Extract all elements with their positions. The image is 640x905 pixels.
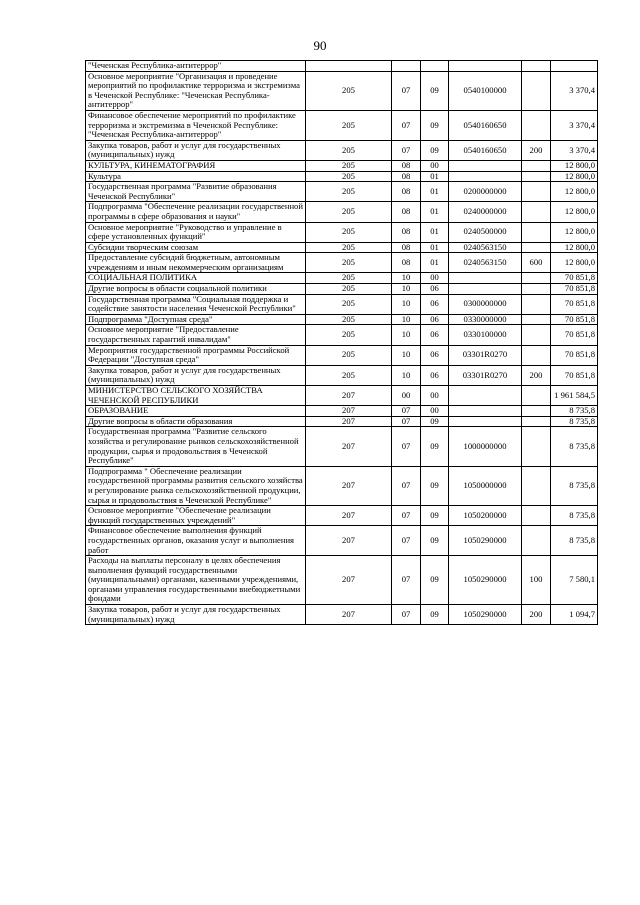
ministry-code: 205: [306, 345, 392, 365]
section-code: 08: [392, 222, 421, 242]
section-code: 07: [392, 466, 421, 505]
subsection-code: 09: [421, 556, 449, 605]
row-name: Финансовое обеспечение выполнения функций государственных органов, оказания услуг и выполнения работ: [86, 526, 306, 556]
row-name: Закупка товаров, работ и услуг для государственных (муниципальных) нужд: [86, 605, 306, 625]
row-name: Мероприятия государственной программы Российской Федерации "Доступная среда": [86, 345, 306, 365]
table-row: [86, 253, 598, 273]
expense-type-code: 200: [522, 365, 551, 385]
target-article-code: 0540160650: [449, 140, 522, 160]
amount: 7 580,1: [551, 556, 598, 605]
target-article-code: [449, 284, 522, 295]
row-name: Основное мероприятие "Руководство и управление в сфере установленных функций": [86, 222, 306, 242]
target-article-code: 1050290000: [449, 526, 522, 556]
ministry-code: 205: [306, 325, 392, 345]
subsection-code: 00: [421, 160, 449, 171]
expense-type-code: [522, 110, 551, 140]
table-row: [86, 605, 598, 625]
expense-type-code: 200: [522, 605, 551, 625]
section-code: 10: [392, 294, 421, 314]
amount: 70 851,8: [551, 284, 598, 295]
table-row: [86, 110, 598, 140]
row-name: Государственная программа "Развитие образования Чеченской Республики": [86, 182, 306, 202]
table-row: [86, 284, 598, 295]
subsection-code: 01: [421, 182, 449, 202]
table-row: [86, 71, 598, 110]
amount: 3 370,4: [551, 110, 598, 140]
ministry-code: 205: [306, 110, 392, 140]
subsection-code: 01: [421, 222, 449, 242]
target-article-code: 0330100000: [449, 325, 522, 345]
section-code: 10: [392, 325, 421, 345]
section-code: 00: [392, 386, 421, 406]
subsection-code: 00: [421, 273, 449, 284]
amount: 1 094,7: [551, 605, 598, 625]
ministry-code: 205: [306, 253, 392, 273]
expense-type-code: [522, 273, 551, 284]
amount: 12 800,0: [551, 222, 598, 242]
row-name: Государственная программа "Социальная поддержка и содействие занятости населения Чеченской Республики": [86, 294, 306, 314]
row-name: Основное мероприятие "Организация и проведение мероприятий по профилактике терроризма и экстремизма в Чеченской Республике: "Чеченская Республика-антитеррор": [86, 71, 306, 110]
section-code: 08: [392, 160, 421, 171]
subsection-code: 06: [421, 365, 449, 385]
amount: 8 735,8: [551, 466, 598, 505]
expense-type-code: [522, 406, 551, 417]
section-code: 07: [392, 140, 421, 160]
amount: 12 800,0: [551, 182, 598, 202]
subsection-code: 06: [421, 294, 449, 314]
ministry-code: 207: [306, 605, 392, 625]
page-number: 90: [313, 38, 327, 53]
section-code: 07: [392, 506, 421, 526]
target-article-code: [449, 416, 522, 427]
amount: 8 735,8: [551, 506, 598, 526]
subsection-code: 06: [421, 314, 449, 325]
amount: [551, 61, 598, 72]
row-name: Субсидии творческим союзам: [86, 242, 306, 253]
target-article-code: 0240500000: [449, 222, 522, 242]
table-row: [86, 242, 598, 253]
section-code: 07: [392, 526, 421, 556]
row-name: Финансовое обеспечение мероприятий по профилактике терроризма и экстремизма в Чеченской Республике: "Чеченская Республика-антитеррор": [86, 110, 306, 140]
subsection-code: 09: [421, 506, 449, 526]
table-row: [86, 427, 598, 466]
amount: 70 851,8: [551, 273, 598, 284]
ministry-code: 205: [306, 160, 392, 171]
subsection-code: 00: [421, 406, 449, 417]
amount: 8 735,8: [551, 416, 598, 427]
row-name: Закупка товаров, работ и услуг для государственных (муниципальных) нужд: [86, 140, 306, 160]
row-name: КУЛЬТУРА, КИНЕМАТОГРАФИЯ: [86, 160, 306, 171]
expense-type-code: [522, 160, 551, 171]
subsection-code: 09: [421, 416, 449, 427]
target-article-code: 0540160650: [449, 110, 522, 140]
section-code: 07: [392, 416, 421, 427]
subsection-code: 09: [421, 466, 449, 505]
ministry-code: 205: [306, 171, 392, 182]
expense-type-code: [522, 202, 551, 222]
ministry-code: 205: [306, 222, 392, 242]
table-row: [86, 273, 598, 284]
table-row: [86, 526, 598, 556]
amount: 70 851,8: [551, 365, 598, 385]
expense-type-code: [522, 222, 551, 242]
target-article-code: [449, 171, 522, 182]
expense-type-code: [522, 294, 551, 314]
amount: 12 800,0: [551, 171, 598, 182]
target-article-code: 03301R0270: [449, 345, 522, 365]
table-row: [86, 140, 598, 160]
ministry-code: 205: [306, 71, 392, 110]
amount: 70 851,8: [551, 345, 598, 365]
ministry-code: 205: [306, 294, 392, 314]
section-code: 07: [392, 110, 421, 140]
amount: 1 961 584,5: [551, 386, 598, 406]
ministry-code: 205: [306, 202, 392, 222]
ministry-code: 205: [306, 284, 392, 295]
section-code: 10: [392, 345, 421, 365]
amount: 12 800,0: [551, 160, 598, 171]
subsection-code: 01: [421, 202, 449, 222]
target-article-code: 0200000000: [449, 182, 522, 202]
amount: 3 370,4: [551, 140, 598, 160]
section-code: [392, 61, 421, 72]
amount: 8 735,8: [551, 526, 598, 556]
expense-type-code: [522, 345, 551, 365]
expense-type-code: [522, 416, 551, 427]
expense-type-code: [522, 386, 551, 406]
target-article-code: 0330000000: [449, 314, 522, 325]
target-article-code: 1050290000: [449, 605, 522, 625]
ministry-code: 207: [306, 556, 392, 605]
row-name: Государственная программа "Развитие сельского хозяйства и регулирование рынков сельскохозяйственной продукции, сырья и продовольствия в Чеченской Республике": [86, 427, 306, 466]
table-row: [86, 506, 598, 526]
expense-type-code: [522, 61, 551, 72]
subsection-code: 09: [421, 605, 449, 625]
table-row: [86, 171, 598, 182]
table-row: [86, 314, 598, 325]
table-row: [86, 325, 598, 345]
table-row: [86, 386, 598, 406]
ministry-code: 207: [306, 406, 392, 417]
target-article-code: 1050000000: [449, 466, 522, 505]
target-article-code: 0300000000: [449, 294, 522, 314]
subsection-code: [421, 61, 449, 72]
subsection-code: 01: [421, 242, 449, 253]
target-article-code: [449, 386, 522, 406]
expense-type-code: [522, 182, 551, 202]
target-article-code: 0240563150: [449, 253, 522, 273]
amount: 70 851,8: [551, 314, 598, 325]
subsection-code: 09: [421, 427, 449, 466]
ministry-code: [306, 61, 392, 72]
ministry-code: 207: [306, 386, 392, 406]
subsection-code: 01: [421, 171, 449, 182]
section-code: 10: [392, 365, 421, 385]
amount: 12 800,0: [551, 202, 598, 222]
ministry-code: 207: [306, 526, 392, 556]
target-article-code: 0240563150: [449, 242, 522, 253]
subsection-code: 09: [421, 526, 449, 556]
target-article-code: [449, 160, 522, 171]
budget-table-body: [86, 61, 598, 625]
ministry-code: 205: [306, 365, 392, 385]
expense-type-code: [522, 171, 551, 182]
target-article-code: 1000000000: [449, 427, 522, 466]
ministry-code: 205: [306, 182, 392, 202]
budget-table: [85, 60, 598, 625]
row-name: Расходы на выплаты персоналу в целях обеспечения выполнения функций государственными (муниципальными) органами, казенными учреждениями, органами управления государственными внебюджетными фондами: [86, 556, 306, 605]
table-row: [86, 222, 598, 242]
table-row: [86, 556, 598, 605]
expense-type-code: 600: [522, 253, 551, 273]
expense-type-code: [522, 506, 551, 526]
section-code: 07: [392, 556, 421, 605]
row-name: Предоставление субсидий бюджетным, автономным учреждениям и иным некоммерческим организациям: [86, 253, 306, 273]
ministry-code: 205: [306, 140, 392, 160]
target-article-code: [449, 273, 522, 284]
row-name: Подпрограмма " Обеспечение реализации государственной программы развития сельского хозяйства и регулирование рынка сельскохозяйственной продукции, сырья и продовольствия в Чеченской Республике": [86, 466, 306, 505]
row-name: Основное мероприятие "Обеспечение реализации функций государственных учреждений": [86, 506, 306, 526]
expense-type-code: 200: [522, 140, 551, 160]
section-code: 07: [392, 406, 421, 417]
subsection-code: 06: [421, 325, 449, 345]
target-article-code: 03301R0270: [449, 365, 522, 385]
row-name: Закупка товаров, работ и услуг для государственных (муниципальных) нужд: [86, 365, 306, 385]
table-row: [86, 182, 598, 202]
ministry-code: 205: [306, 273, 392, 284]
row-name: "Чеченская Республика-антитеррор": [86, 61, 306, 72]
section-code: 08: [392, 242, 421, 253]
section-code: 10: [392, 273, 421, 284]
expense-type-code: [522, 526, 551, 556]
amount: 70 851,8: [551, 325, 598, 345]
section-code: 08: [392, 171, 421, 182]
table-row: [86, 406, 598, 417]
expense-type-code: [522, 325, 551, 345]
ministry-code: 207: [306, 506, 392, 526]
amount: 8 735,8: [551, 427, 598, 466]
expense-type-code: 100: [522, 556, 551, 605]
expense-type-code: [522, 466, 551, 505]
table-row: [86, 61, 598, 72]
subsection-code: 09: [421, 110, 449, 140]
target-article-code: 1050290000: [449, 556, 522, 605]
subsection-code: 09: [421, 71, 449, 110]
target-article-code: [449, 406, 522, 417]
section-code: 08: [392, 202, 421, 222]
subsection-code: 06: [421, 345, 449, 365]
expense-type-code: [522, 242, 551, 253]
section-code: 08: [392, 182, 421, 202]
row-name: МИНИСТЕРСТВО СЕЛЬСКОГО ХОЗЯЙСТВА ЧЕЧЕНСКОЙ РЕСПУБЛИКИ: [86, 386, 306, 406]
subsection-code: 06: [421, 284, 449, 295]
row-name: Подпрограмма "Обеспечение реализации государственной программы в сфере образования и науки": [86, 202, 306, 222]
ministry-code: 205: [306, 314, 392, 325]
target-article-code: [449, 61, 522, 72]
subsection-code: 00: [421, 386, 449, 406]
section-code: 07: [392, 605, 421, 625]
target-article-code: 0240000000: [449, 202, 522, 222]
expense-type-code: [522, 71, 551, 110]
section-code: 07: [392, 71, 421, 110]
target-article-code: 0540100000: [449, 71, 522, 110]
ministry-code: 205: [306, 242, 392, 253]
subsection-code: 01: [421, 253, 449, 273]
amount: 12 800,0: [551, 242, 598, 253]
ministry-code: 207: [306, 427, 392, 466]
amount: 8 735,8: [551, 406, 598, 417]
row-name: Культура: [86, 171, 306, 182]
table-row: [86, 202, 598, 222]
ministry-code: 207: [306, 416, 392, 427]
table-row: [86, 160, 598, 171]
row-name: Другие вопросы в области социальной политики: [86, 284, 306, 295]
expense-type-code: [522, 427, 551, 466]
table-row: [86, 466, 598, 505]
expense-type-code: [522, 284, 551, 295]
table-row: [86, 365, 598, 385]
row-name: Основное мероприятие "Предоставление государственных гарантий инвалидам": [86, 325, 306, 345]
amount: 3 370,4: [551, 71, 598, 110]
table-row: [86, 294, 598, 314]
table-row: [86, 345, 598, 365]
section-code: 10: [392, 284, 421, 295]
section-code: 08: [392, 253, 421, 273]
section-code: 07: [392, 427, 421, 466]
section-code: 10: [392, 314, 421, 325]
amount: 70 851,8: [551, 294, 598, 314]
ministry-code: 207: [306, 466, 392, 505]
target-article-code: 1050200000: [449, 506, 522, 526]
row-name: СОЦИАЛЬНАЯ ПОЛИТИКА: [86, 273, 306, 284]
subsection-code: 09: [421, 140, 449, 160]
table-row: [86, 416, 598, 427]
row-name: Другие вопросы в области образования: [86, 416, 306, 427]
row-name: ОБРАЗОВАНИЕ: [86, 406, 306, 417]
amount: 12 800,0: [551, 253, 598, 273]
row-name: Подпрограмма "Доступная среда": [86, 314, 306, 325]
expense-type-code: [522, 314, 551, 325]
